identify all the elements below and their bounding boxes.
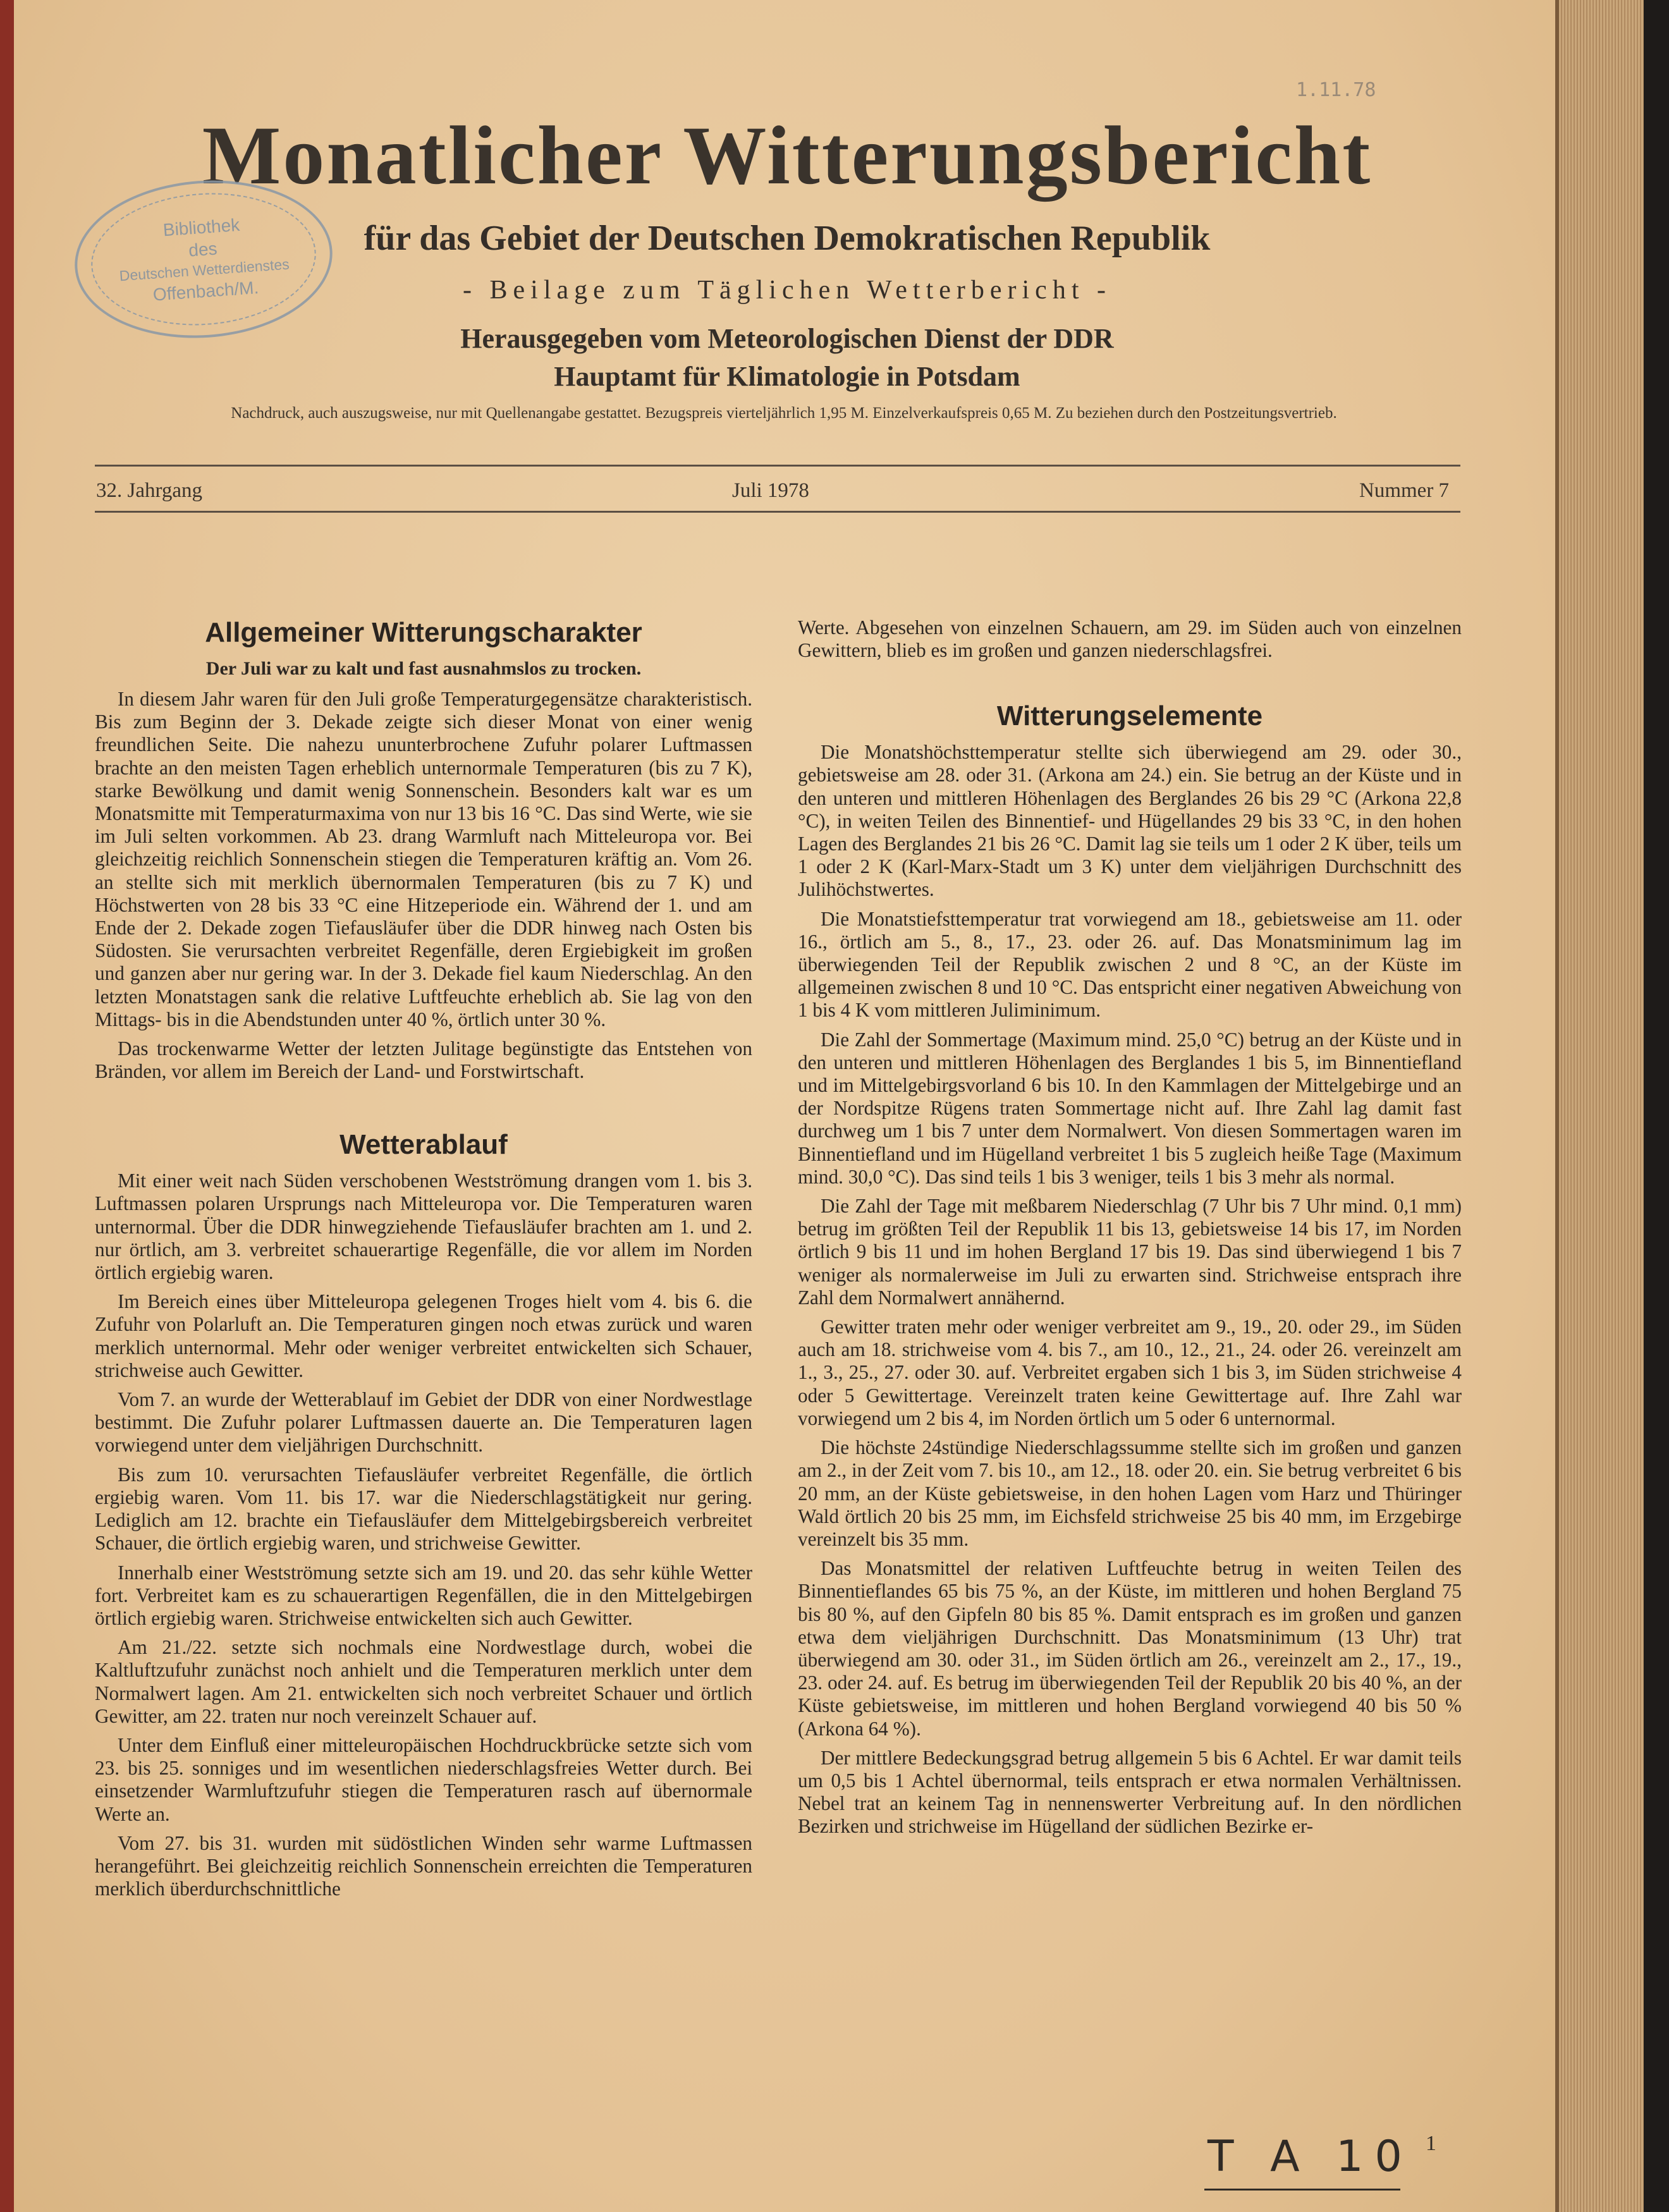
pencil-annotation: 1.11.78 [1296,79,1376,101]
paragraph: Die Zahl der Tage mit meßbarem Niederschlag (7 Uhr bis 7 Uhr mind. 0,1 mm) betrug im größten Teil der Republik 11 bis 13, gebietsweise 14 bis 17, im Norden örtlich 9 bis 11 und im hohen Bergland 17 bis 19. Das sind überwiegend 1 bis 7 weniger als normalerweise im Juli zu erwarten sind. Strichweise entsprach ihre Zahl dem Normalwert annähernd. [798,1195,1462,1309]
handwritten-shelf-mark: T A 10 [1207,2132,1414,2182]
paragraph: Innerhalb einer Westströmung setzte sich am 19. und 20. das sehr kühle Wetter fort. Verbreitet kam es zu schauerartigen Regenfällen, die in den Mittelgebirgen örtlich ergiebig waren. Strichweise entwickelten sich auch Gewitter. [95,1561,752,1629]
paragraph: Im Bereich eines über Mitteleuropa gelegenen Troges hielt vom 4. bis 6. die Zufuhr von Polarluft an. Die Temperaturen gingen noch etwas zurück und waren merklich unternormal. Mehr oder weniger verbreitet entwickelten sich Schauer, strichweise auch Gewitter. [95,1290,752,1381]
paragraph: Das Monatsmittel der relativen Luftfeuchte betrug in weiten Teilen des Binnentieflandes 65 bis 75 %, an der Küste, im mittleren und hohen Bergland 75 bis 80 %, auf den Gipfeln 80 bis 85 %. Damit entsprach es im großen und ganzen etwa dem vieljährigen Durchschnitt. Das Monatsminimum (13 Uhr) trat überwiegend am 30. oder 31., im Süden örtlich am 26., vereinzelt am 2., 17., 19., 23. oder 24. auf. Es betrug im überwiegenden Teil der Republik 20 bis 40 %, an der Küste gebietsweise, im mittleren und hohen Bergland vorwiegend 40 bis 50 % (Arkona 64 %). [798,1557,1462,1740]
paragraph: Die Monatshöchsttemperatur stellte sich überwiegend am 29. oder 30., gebietsweise am 28. oder 31. (Arkona am 24.) ein. Sie betrug an der Küste und in den unteren und mittleren Höhenlagen des Berglandes 26 bis 29 °C (Arkona 22,8 °C), in weiten Teilen des Binnentief- und Hügellandes 29 bis 33 °C, in den hohen Lagen des Berglandes 21 bis 26 °C. Damit lag sie teils um 1 oder 2 K über, teils um 1 oder 2 K (Karl-Marx-Stadt um 3 K) unter dem vieljährigen Durchschnitt des Julihöchstwertes. [798,741,1462,901]
paragraph: In diesem Jahr waren für den Juli große Temperaturgegensätze charakteristisch. Bis zum Beginn der 3. Dekade zeigte sich dieser Monat von einer wenig freundlichen Seite. Die nahezu ununterbrochene Zufuhr polarer Luftmassen brachte an den meisten Tagen erheblich unternormale Temperaturen (bis zu 7 K), starke Bewölkung und damit wenig Sonnenschein. Besonders kalt war es um Monatsmitte mit Temperaturmaxima von nur 13 bis 16 °C. Das sind Werte, wie sie im Juli selten vorkommen. Ab 23. drang Warmluft nach Mitteleuropa vor. Bei gleichzeitig reichlich Sonnenschein stiegen die Temperaturen kräftig an. Vom 26. an stellte sich mit merklich übernormalen Temperaturen (bis zu 7 K) und Höchstwerten von 28 bis 33 °C eine Hitzeperiode ein. Während der 1. und am Ende der 2. Dekade zogen Tiefausläufer über die DDR hinweg nach Osten bis Südosten. Sie verursachten verbreitet Regenfälle, deren Ergiebigkeit im großen und ganzen aber nur gering war. In der 3. Dekade fiel kaum Niederschlag. An den letzten Monatstagen sank die relative Luftfeuchte erheblich ab. Sie lag von den Mittags- bis in die Abendstunden unter 40 %, örtlich unter 30 %. [95,688,752,1030]
handwritten-underline [1204,2189,1400,2191]
paragraph: Am 21./22. setzte sich nochmals eine Nordwestlage durch, wobei die Kaltluftzufuhr zunächst noch anhielt und die Temperaturen merklich unter dem Normalwert lagen. Am 21. entwickelten sich noch verbreitet Schauer und örtlich Gewitter, am 22. traten nur noch vereinzelt Schauer auf. [95,1636,752,1727]
stamp-line: des [188,238,218,260]
issue-volume: 32. Jahrgang [96,479,203,502]
masthead-supplement-line: - Beilage zum Täglichen Wetterbericht - [463,276,1111,305]
stamp-line: Bibliothek [162,214,241,240]
paragraph: Die höchste 24stündige Niederschlagssumme stellte sich im großen und ganzen am 2., in der Zeit vom 7. bis 10., am 12., 18. oder 20. ein. Sie betrug verbreitet 6 bis 20 mm, an der Küste gebietsweise, in den hohen Lagen vom Harz und Thüringer Wald örtlich 20 bis 25 mm, im Eichsfeld strichweise 25 bis 40 mm, im Erzgebirge vereinzelt bis 35 mm. [798,1436,1462,1550]
section-heading: Allgemeiner Witterungscharakter [205,617,642,648]
paragraph-continuation: Werte. Abgesehen von einzelnen Schauern, am 29. im Süden auch von einzelnen Gewittern, blieb es im großen und ganzen niederschlagsfrei. [798,616,1462,662]
page-number: 1 [1426,2132,1436,2155]
paragraph: Das trockenwarme Wetter der letzten Julitage begünstigte das Entstehen von Bränden, vor allem im Bereich der Land- und Forstwirtschaft. [95,1037,752,1083]
left-column [95,616,752,1907]
paragraph: Gewitter traten mehr oder weniger verbreitet am 9., 19., 20. oder 29., im Süden auch am 18. strichweise vom 4. bis 7., am 10., 12., 21., 24. oder 26. vereinzelt am 1., 3., 25., 27. oder 30. auf. Verbreitet ergaben sich 1 bis 3, im Süden strichweise 4 oder 5 Gewittertage. Vereinzelt traten keine Gewittertage auf. Ihre Zahl war vorwiegend um 2 bis 4, im Norden örtlich um 5 oder 6 unternormal. [798,1316,1462,1429]
paragraph: Die Monatstiefsttemperatur trat vorwiegend am 18., gebietsweise am 11. oder 16., örtlich am 5., 8., 17., 23. oder 26. auf. Das Monatsminimum lag im überwiegenden Teil der Republik zwischen 2 und 8 °C, an der Küste im allgemeinen zwischen 8 und 10 °C. Das entspricht einer negativen Abweichung von 1 bis 4 K vom mittleren Juliminimum. [798,907,1462,1022]
stamp-line: Offenbach/M. [152,277,260,305]
paragraph: Die Zahl der Sommertage (Maximum mind. 25,0 °C) betrug an der Küste und in den unteren und mittleren Höhenlagen des Berglandes 1 bis 5, im Binnentiefland und im Mittelgebirgsvorland 6 bis 10. In den Kammlagen der Mittelgebirge und an der Nordspitze Rügens traten Sommertage nicht auf. Ihre Zahl lag damit fast durchweg um 1 bis 7 unter dem Normalwert. Von diesen Sommertagen waren im Binnentiefland und im Hügelland verbreitet 1 bis 5 zugleich heiße Tage (Maximum mind. 30,0 °C). Das sind teils 1 bis 3 weniger, teils 1 bis 3 mehr als normal. [798,1028,1462,1188]
scan-background [1644,0,1669,2212]
reprint-price-note: Nachdruck, auch auszugsweise, nur mit Quellenangabe gestattet. Bezugspreis vierteljährlich 1,95 M. Einzelverkaufspreis 0,65 M. Zu beziehen durch den Postzeitungsvertrieb. [231,405,1337,422]
paragraph: Mit einer weit nach Süden verschobenen Westströmung drangen vom 1. bis 3. Luftmassen polaren Ursprungs nach Mitteleuropa vor. Die Temperaturen waren unternormal. Über die DDR hinwegziehende Tiefausläufer brachten am 1. und 2. nur örtlich, am 3. verbreitet schauerartige Regenfälle, die vor allem im Norden örtlich ergiebig waren. [95,1170,752,1284]
paragraph: Unter dem Einfluß einer mitteleuropäischen Hochdruckbrücke setzte sich vom 23. bis 25. sonniges und im wesentlichen niederschlagsfreies Wetter durch. Bei einsetzender Warmluftzufuhr stiegen die Temperaturen rasch auf übernormale Werte an. [95,1733,752,1825]
masthead-department: Hauptamt für Klimatologie in Potsdam [554,361,1020,392]
section-lead: Der Juli war zu kalt und fast ausnahmslos zu trocken. [205,657,642,679]
masthead-title: Monatlicher Witterungsbericht [202,109,1372,202]
paragraph: Vom 27. bis 31. wurden mit südöstlichen Winden sehr warme Luftmassen herangeführt. Bei gleichzeitig reichlich Sonnenschein erreichten die Temperaturen merklich überdurchschnittliche [95,1831,752,1900]
paragraph: Bis zum 10. verursachten Tiefausläufer verbreitet Regenfälle, die örtlich ergiebig waren. Vom 11. bis 17. war die Niederschlagstätigkeit nur gering. Lediglich am 12. brachte ein Tiefausläufer dem Mittelgebirgsbereich verbreitet Schauer, die örtlich ergiebig waren, und strichweise Gewitter. [95,1463,752,1555]
section-heading: Wetterablauf [339,1129,508,1161]
right-column [798,616,1462,1845]
section-heading: Witterungselemente [996,700,1263,732]
stamp-ring [87,186,321,333]
paragraph: Der mittlere Bedeckungsgrad betrug allgemein 5 bis 6 Achtel. Er war damit teils um 0,5 bis 1 Achtel übernormal, teils entsprach er etwa normalen Verhältnissen. Nebel trat an keinem Tag in nennenswerter Verbreitung auf. In den nördlichen Bezirken und strichweise im Hügelland der südlichen Bezirke er- [798,1746,1462,1838]
binding-edge [0,0,14,2212]
paragraph: Vom 7. an wurde der Wetterablauf im Gebiet der DDR von einer Nordwestlage bestimmt. Die Zufuhr polarer Luftmassen dauerte an. Die Temperaturen lagen vorwiegend unter dem vieljährigen Durchschnitt. [95,1388,752,1457]
masthead-subtitle: für das Gebiet der Deutschen Demokratischen Republik [364,219,1211,258]
masthead-issuer: Herausgegeben vom Meteorologischen Dienst der DDR [460,323,1114,354]
header-rule-bottom [95,511,1460,513]
issue-date: Juli 1978 [732,479,809,502]
header-rule-top [95,465,1460,467]
stamp-line: Deutschen Wetterdienstes [118,255,290,284]
issue-number: Nummer 7 [1359,479,1450,502]
